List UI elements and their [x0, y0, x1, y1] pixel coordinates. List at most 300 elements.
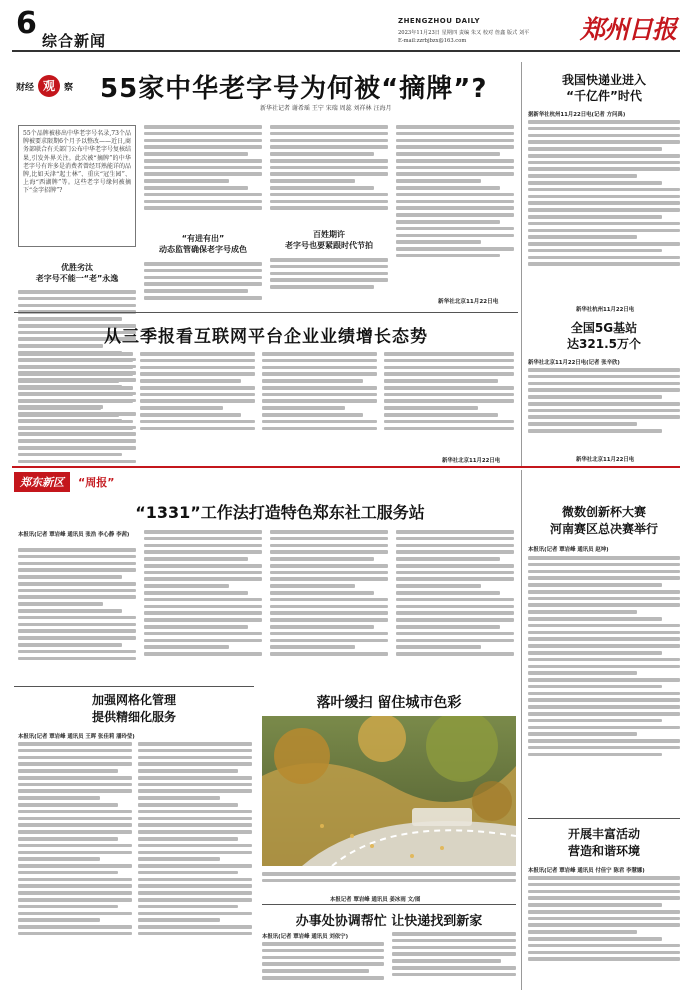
text-line	[270, 172, 388, 176]
text-line	[138, 749, 252, 753]
text-line	[528, 167, 680, 171]
text-line	[138, 756, 252, 760]
text-line	[262, 413, 363, 417]
text-line	[396, 537, 514, 541]
text-line	[270, 145, 388, 149]
text-line	[18, 297, 136, 301]
text-line	[144, 618, 262, 622]
text-line	[144, 296, 262, 300]
internet-col-1	[18, 352, 133, 430]
g5-lead-in: 新华社北京11月22日电(记者 张辛欣)	[528, 360, 620, 366]
text-line	[144, 652, 262, 656]
text-line	[528, 154, 680, 158]
text-line	[18, 562, 136, 566]
autumn-street-photo	[262, 716, 516, 866]
text-line	[18, 803, 118, 807]
text-line	[392, 939, 516, 943]
text-line	[396, 213, 514, 217]
text-line	[144, 289, 248, 293]
text-line	[144, 591, 248, 595]
text-line	[144, 269, 262, 273]
text-line	[396, 550, 514, 554]
service-col-1	[18, 548, 136, 660]
text-line	[270, 200, 388, 204]
service-col-3	[270, 530, 388, 656]
text-line	[140, 420, 255, 424]
text-line	[140, 366, 255, 370]
text-line	[144, 611, 262, 615]
text-line	[18, 884, 132, 888]
text-line	[18, 366, 133, 370]
express-headline: 我国快递业进入 “千亿件”时代	[561, 73, 646, 103]
text-line	[18, 399, 133, 403]
text-line	[528, 140, 680, 144]
text-line	[144, 544, 262, 548]
text-line	[396, 571, 514, 575]
text-line	[138, 864, 252, 868]
text-line	[270, 139, 388, 143]
text-line	[270, 159, 388, 163]
text-line	[144, 639, 262, 643]
text-line	[528, 249, 662, 253]
lead-col-2-body	[144, 262, 262, 300]
grid-col-1	[18, 742, 132, 935]
text-line	[396, 598, 514, 602]
text-line	[18, 589, 136, 593]
text-line	[528, 692, 680, 696]
delivery-top-rule	[262, 904, 516, 905]
text-line	[528, 368, 680, 372]
page-header	[0, 0, 690, 62]
text-line	[262, 976, 384, 980]
text-line	[138, 803, 238, 807]
text-line	[18, 796, 100, 800]
text-line	[528, 195, 680, 199]
text-line	[270, 584, 355, 588]
text-line	[138, 776, 252, 780]
lead-col-3-body	[270, 258, 388, 289]
lead-dateline: 新华社北京11月22日电	[438, 299, 499, 305]
text-line	[528, 651, 662, 655]
text-line	[138, 844, 252, 848]
text-line	[270, 557, 374, 561]
text-line	[138, 817, 252, 821]
text-line	[528, 876, 680, 880]
text-line	[18, 413, 119, 417]
text-line	[528, 174, 637, 178]
text-line	[270, 278, 388, 282]
text-line	[144, 186, 248, 190]
text-line	[140, 352, 255, 356]
text-line	[396, 172, 514, 176]
text-line	[392, 966, 516, 970]
text-line	[262, 359, 377, 363]
text-line	[528, 181, 662, 185]
text-line	[18, 643, 122, 647]
text-line	[528, 556, 680, 560]
text-line	[270, 598, 388, 602]
text-line	[396, 193, 514, 197]
text-line	[270, 530, 388, 534]
text-line	[18, 830, 132, 834]
text-line	[18, 898, 132, 902]
text-line	[384, 420, 514, 424]
text-line	[396, 206, 514, 210]
lead-byline: 新华社记者 谢希瑶 王宁 宋瑞 周蕊 刘祥林 汪海月	[260, 105, 392, 112]
text-line	[396, 125, 514, 129]
text-line	[270, 258, 388, 262]
text-line	[138, 878, 252, 882]
text-line	[18, 878, 132, 882]
text-line	[262, 399, 377, 403]
text-line	[18, 636, 136, 640]
grid-top-rule	[14, 686, 254, 687]
text-line	[528, 732, 637, 736]
text-line	[18, 582, 136, 586]
text-line	[262, 956, 384, 960]
text-line	[18, 905, 118, 909]
internet-headline: 从三季报看互联网平台企业业绩增长态势	[104, 327, 428, 347]
text-line	[396, 145, 514, 149]
text-line	[528, 937, 662, 941]
section-title: 综合新闻	[42, 32, 107, 50]
lead-intro-box	[18, 125, 136, 247]
text-line	[528, 678, 680, 682]
text-line	[528, 923, 680, 927]
text-line	[144, 625, 248, 629]
text-line	[528, 429, 662, 433]
text-line	[144, 584, 229, 588]
text-line	[528, 719, 662, 723]
text-line	[528, 583, 662, 587]
text-line	[18, 932, 132, 936]
lead-col-2-top	[144, 125, 262, 210]
text-line	[396, 166, 514, 170]
text-line	[18, 602, 103, 606]
text-line	[18, 857, 100, 861]
text-line	[528, 930, 637, 934]
text-line	[262, 420, 377, 424]
text-line	[528, 201, 680, 205]
text-line	[18, 762, 132, 766]
text-line	[528, 222, 680, 226]
text-line	[18, 871, 118, 875]
text-line	[262, 949, 384, 953]
photo-story-credit: 本报记者 覃岩峰 通讯员 姜冰雨 文/图	[330, 897, 421, 903]
text-line	[528, 242, 680, 246]
text-line	[144, 179, 229, 183]
text-line	[18, 623, 136, 627]
text-line	[528, 726, 680, 730]
harmony-lead-in: 本报讯(记者 覃岩峰 通讯员 付佳宁 陈君 李慧娜)	[528, 868, 645, 874]
zd-section-rule	[12, 466, 680, 468]
text-line	[18, 575, 122, 579]
text-line	[396, 577, 514, 581]
text-line	[528, 415, 680, 419]
text-line	[528, 570, 680, 574]
text-line	[18, 372, 133, 376]
text-line	[528, 382, 680, 386]
lead-subhead-3: 百姓期许 老字号也要紧跟时代节拍	[285, 230, 373, 250]
text-line	[18, 352, 133, 356]
grid-lead-in: 本报讯(记者 覃岩峰 通讯员 王晖 张佳莉 潘玲莹)	[18, 734, 135, 740]
text-line	[270, 166, 388, 170]
text-line	[528, 563, 680, 567]
text-line	[384, 427, 514, 431]
text-line	[528, 883, 680, 887]
delivery-headline: 办事处协调帮忙 让快递找到新家	[295, 914, 483, 929]
text-line	[396, 254, 500, 258]
text-line	[528, 161, 680, 165]
text-line	[138, 742, 252, 746]
text-line	[528, 665, 680, 669]
text-line	[262, 352, 377, 356]
text-line	[138, 837, 238, 841]
text-line	[144, 200, 262, 204]
text-line	[528, 215, 662, 219]
harmony-top-rule	[528, 818, 680, 819]
text-line	[384, 393, 514, 397]
text-line	[18, 453, 122, 457]
text-line	[18, 427, 133, 431]
text-line	[384, 399, 514, 403]
g5-body	[528, 368, 680, 433]
text-line	[528, 903, 662, 907]
autumn-street-illustration	[262, 716, 516, 866]
text-line	[528, 944, 680, 948]
text-line	[384, 386, 514, 390]
text-line	[396, 625, 500, 629]
text-line	[144, 530, 262, 534]
text-line	[138, 857, 220, 861]
text-line	[396, 557, 500, 561]
column-tag-mid: 观	[38, 75, 60, 97]
text-line	[528, 746, 680, 750]
service-lead-in: 本报讯(记者 覃岩峰 通讯员 张浩 李心静 李茜)	[18, 532, 130, 538]
text-line	[392, 952, 516, 956]
text-line	[18, 629, 136, 633]
text-line	[528, 590, 680, 594]
photo-story-body	[262, 872, 516, 882]
text-line	[144, 262, 262, 266]
text-line	[138, 912, 252, 916]
text-line	[384, 406, 478, 410]
text-line	[528, 705, 680, 709]
text-line	[18, 439, 136, 443]
text-line	[384, 366, 514, 370]
text-line	[270, 645, 355, 649]
text-line	[270, 132, 388, 136]
text-line	[138, 884, 252, 888]
column-tag-left: 财经	[16, 83, 35, 93]
text-line	[528, 422, 637, 426]
g5-headline: 全国5G基站 达321.5万个	[567, 321, 641, 351]
text-line	[396, 632, 514, 636]
text-line	[18, 742, 132, 746]
internet-top-rule	[14, 312, 518, 313]
text-line	[396, 220, 500, 224]
page-number: 6	[16, 6, 37, 41]
text-line	[384, 413, 498, 417]
text-line	[528, 951, 680, 955]
text-line	[396, 584, 481, 588]
paper-english-name: ZHENGZHOU DAILY	[398, 17, 481, 25]
internet-dateline: 新华社北京11月22日电	[442, 458, 501, 464]
text-line	[262, 879, 516, 883]
text-line	[528, 910, 680, 914]
text-line	[18, 810, 132, 814]
text-line	[18, 756, 132, 760]
text-line	[262, 372, 377, 376]
text-line	[18, 317, 122, 321]
text-line	[528, 739, 680, 743]
text-line	[528, 671, 637, 675]
text-line	[528, 637, 680, 641]
text-line	[528, 388, 680, 392]
header-rule	[12, 50, 680, 52]
delivery-lead-in: 本报讯(记者 覃岩峰 通讯员 刘依宁)	[262, 934, 349, 940]
text-line	[138, 783, 252, 787]
zd-label: “周报”	[78, 476, 115, 489]
text-line	[144, 632, 262, 636]
text-line	[138, 851, 252, 855]
text-line	[18, 891, 132, 895]
text-line	[528, 262, 680, 266]
text-line	[262, 427, 377, 431]
text-line	[270, 206, 388, 210]
text-line	[18, 548, 136, 552]
paper-logo: 郑州日报	[580, 15, 677, 44]
text-line	[138, 918, 220, 922]
text-line	[144, 193, 262, 197]
text-line	[144, 598, 262, 602]
lead-col-3-top	[270, 125, 388, 210]
text-line	[270, 564, 388, 568]
internet-col-4	[384, 352, 514, 430]
text-line	[396, 652, 514, 656]
text-line	[18, 749, 132, 753]
express-dateline: 新华社杭州11月22日电	[576, 307, 635, 313]
text-line	[18, 290, 136, 294]
text-line	[528, 957, 680, 961]
text-line	[528, 624, 680, 628]
express-lead-in: 据新华社杭州11月22日电(记者 方问禹)	[528, 112, 626, 118]
text-line	[392, 973, 516, 977]
text-line	[392, 932, 516, 936]
text-line	[396, 544, 514, 548]
text-line	[528, 617, 662, 621]
text-line	[18, 650, 136, 654]
text-line	[396, 247, 514, 251]
text-line	[144, 282, 262, 286]
text-line	[18, 555, 136, 559]
zd-right-divider	[521, 470, 522, 990]
text-line	[144, 132, 262, 136]
text-line	[528, 147, 662, 151]
text-line	[396, 530, 514, 534]
text-line	[384, 372, 514, 376]
text-line	[528, 712, 680, 716]
text-line	[528, 597, 680, 601]
text-line	[140, 386, 255, 390]
text-line	[262, 393, 377, 397]
text-line	[262, 379, 363, 383]
text-line	[396, 152, 500, 156]
text-line	[144, 645, 229, 649]
microinnovation-headline: 微数创新杯大赛 河南赛区总决赛举行	[549, 505, 658, 536]
text-line	[528, 917, 680, 921]
text-line	[138, 898, 252, 902]
text-line	[18, 420, 133, 424]
grid-headline: 加强网格化管理 提供精细化服务	[91, 693, 176, 724]
text-line	[270, 625, 374, 629]
text-line	[528, 698, 680, 702]
text-line	[18, 595, 136, 599]
text-line	[18, 359, 133, 363]
text-line	[270, 605, 388, 609]
internet-col-2	[140, 352, 255, 430]
service-col-4	[396, 530, 514, 656]
text-line	[528, 256, 680, 260]
text-line	[18, 851, 132, 855]
text-line	[18, 864, 132, 868]
text-line	[144, 564, 262, 568]
text-line	[144, 152, 248, 156]
text-line	[384, 359, 514, 363]
contact-email: E-mail:zzrbjbzx@163.com	[398, 38, 467, 44]
text-line	[262, 386, 377, 390]
text-line	[396, 159, 514, 163]
text-line	[18, 776, 132, 780]
text-line	[18, 837, 118, 841]
text-line	[396, 186, 500, 190]
text-line	[262, 366, 377, 370]
microinnovation-body	[528, 556, 680, 756]
text-line	[138, 871, 238, 875]
text-line	[140, 379, 241, 383]
text-line	[144, 557, 248, 561]
date-line: 2023年11月23日 星期四 责编 朱又 校对 詹鑫 版式 刘平	[398, 30, 530, 36]
text-line	[396, 605, 514, 609]
text-line	[270, 591, 374, 595]
text-line	[140, 427, 255, 431]
text-line	[18, 379, 119, 383]
text-line	[270, 179, 355, 183]
text-line	[262, 962, 384, 966]
text-line	[528, 576, 680, 580]
text-line	[528, 120, 680, 124]
text-line	[270, 550, 388, 554]
text-line	[392, 959, 501, 963]
text-line	[528, 127, 680, 131]
text-line	[138, 830, 252, 834]
service-col-2	[144, 530, 262, 656]
text-line	[18, 432, 136, 436]
text-line	[528, 896, 680, 900]
text-line	[140, 359, 255, 363]
text-line	[262, 942, 384, 946]
text-line	[144, 139, 262, 143]
text-line	[396, 618, 514, 622]
text-line	[270, 125, 388, 129]
text-line	[396, 227, 514, 231]
text-line	[144, 166, 262, 170]
text-line	[144, 577, 262, 581]
text-line	[18, 817, 132, 821]
text-line	[18, 609, 122, 613]
text-line	[138, 762, 252, 766]
text-line	[138, 796, 220, 800]
